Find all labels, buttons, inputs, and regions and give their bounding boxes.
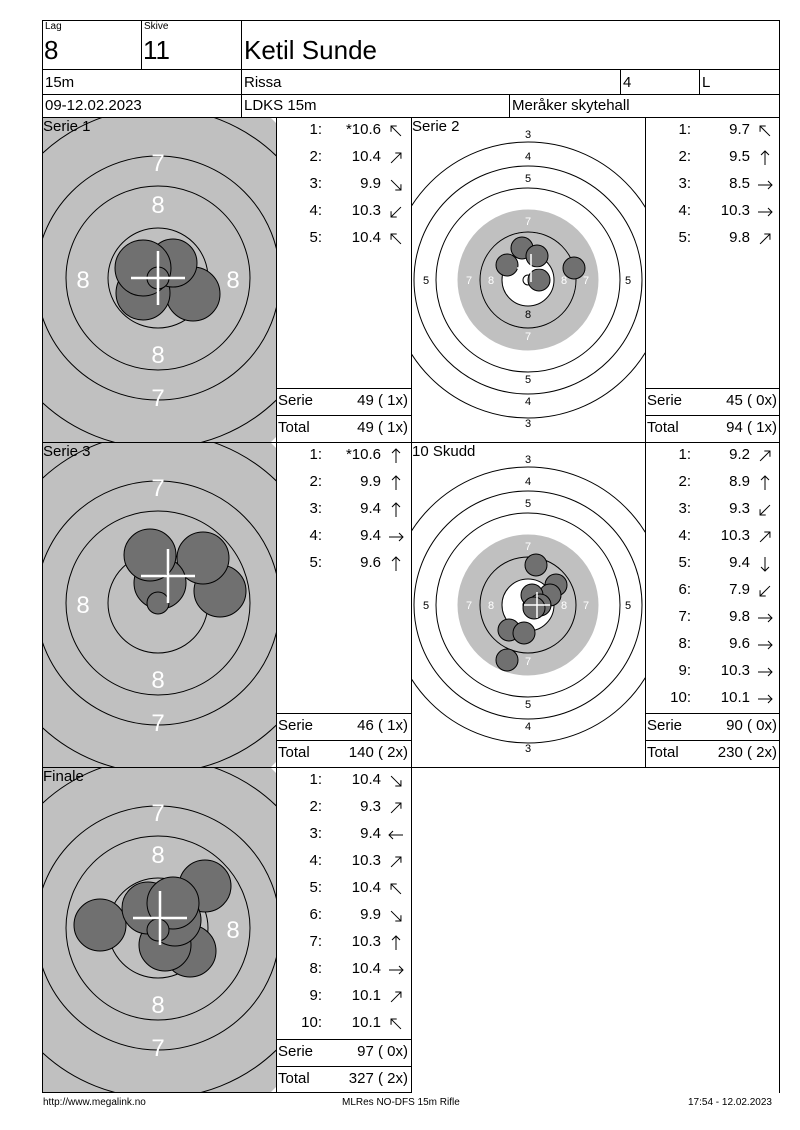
serie1-title: Serie 1	[43, 118, 91, 135]
ring-label: 8	[226, 267, 240, 294]
shot-hole	[147, 592, 169, 614]
direction-arrow-icon	[755, 148, 775, 168]
ring-label: 7	[524, 656, 532, 668]
ring-label: 5	[624, 275, 632, 287]
shot-score: 9.2	[729, 446, 750, 463]
serie-value: 45 ( 0x)	[726, 392, 777, 409]
shot-number: 3:	[678, 500, 691, 517]
event: LDKS 15m	[244, 97, 317, 114]
shot-number: 3:	[309, 175, 322, 192]
direction-arrow-icon	[386, 852, 406, 872]
direction-arrow-icon	[386, 527, 406, 547]
direction-arrow-icon	[386, 960, 406, 980]
direction-arrow-icon	[755, 662, 775, 682]
shot-number: 7:	[309, 933, 322, 950]
total-value: 140 ( 2x)	[348, 744, 408, 761]
skive-label: Skive	[144, 21, 169, 32]
serie-value: 97 ( 0x)	[357, 1043, 408, 1060]
direction-arrow-icon	[755, 527, 775, 547]
shot-number: 8:	[309, 960, 322, 977]
ring-label: 5	[524, 699, 532, 711]
direction-arrow-icon	[755, 229, 775, 249]
direction-arrow-icon	[386, 879, 406, 899]
direction-arrow-icon	[755, 554, 775, 574]
shot-number: 2:	[309, 473, 322, 490]
direction-arrow-icon	[386, 554, 406, 574]
ring-label: 7	[151, 475, 165, 502]
direction-arrow-icon	[386, 202, 406, 222]
shot-score: 8.9	[729, 473, 750, 490]
lag-label: Lag	[45, 21, 62, 32]
direction-arrow-icon	[755, 473, 775, 493]
direction-arrow-icon	[755, 175, 775, 195]
shot-number: 6:	[309, 906, 322, 923]
ten-shots-target	[412, 443, 645, 767]
shot-score: 10.1	[720, 689, 750, 706]
shot-score: 9.7	[729, 121, 750, 138]
ring-label: 3	[524, 129, 532, 141]
shot-number: 9:	[678, 662, 691, 679]
serie-label: Serie	[278, 392, 314, 409]
ring-label: 8	[151, 842, 165, 869]
finale-title: Finale	[43, 768, 84, 785]
direction-arrow-icon	[755, 202, 775, 222]
footer-software: MLRes NO-DFS 15m Rifle	[342, 1097, 460, 1108]
shot-score: 10.4	[351, 879, 381, 896]
total-value: 94 ( 1x)	[726, 419, 777, 436]
shot-number: 7:	[678, 608, 691, 625]
shot-number: 5:	[309, 554, 322, 571]
shot-number: 2:	[678, 148, 691, 165]
shot-score: 9.8	[729, 608, 750, 625]
direction-arrow-icon	[386, 933, 406, 953]
shot-number: 5:	[678, 229, 691, 246]
serie2-target	[412, 118, 645, 442]
shot-number: 1:	[309, 446, 322, 463]
shot-number: 1:	[309, 771, 322, 788]
shot-score: *10.6	[345, 121, 381, 138]
shot-number: 1:	[678, 121, 691, 138]
serie-label: Serie	[278, 717, 314, 734]
shot-number: 4:	[678, 202, 691, 219]
ring-label: 8	[151, 667, 165, 694]
shot-score: 8.5	[729, 175, 750, 192]
ring-label: 7	[465, 275, 473, 287]
shot-score: 9.4	[360, 500, 381, 517]
ring-label: 8	[151, 342, 165, 369]
shot-score: *10.6	[345, 446, 381, 463]
ring-label: 6	[443, 600, 451, 612]
ring-label: 7	[151, 1035, 165, 1062]
direction-arrow-icon	[386, 446, 406, 466]
shot-score: 10.4	[351, 771, 381, 788]
shot-hole	[147, 919, 169, 941]
shot-hole	[563, 257, 585, 279]
shot-number: 8:	[678, 635, 691, 652]
shot-hole	[496, 254, 518, 276]
shot-score: 9.4	[360, 825, 381, 842]
ring-label: 6	[443, 275, 451, 287]
shot-number: 2:	[309, 148, 322, 165]
ring-label: 8	[524, 309, 532, 321]
shot-score: 9.6	[729, 635, 750, 652]
ring-label: 8	[151, 992, 165, 1019]
direction-arrow-icon	[386, 175, 406, 195]
ring-label: 8	[151, 192, 165, 219]
total-label: Total	[278, 744, 310, 761]
shot-hole	[525, 554, 547, 576]
shot-number: 4:	[309, 202, 322, 219]
shot-score: 10.3	[720, 662, 750, 679]
ring-label: 8	[76, 267, 90, 294]
shot-score: 9.6	[360, 554, 381, 571]
ring-label: 8	[560, 600, 568, 612]
shot-number: 6:	[678, 581, 691, 598]
ring-label: 7	[151, 150, 165, 177]
ring-label: 7	[465, 600, 473, 612]
shot-score: 10.4	[351, 148, 381, 165]
ring-label: 6	[524, 353, 532, 365]
shot-score: 9.4	[729, 554, 750, 571]
shot-score: 10.1	[351, 987, 381, 1004]
ring-label: 7	[582, 600, 590, 612]
ring-label: 8	[226, 917, 240, 944]
shot-hole	[526, 245, 548, 267]
total-value: 230 ( 2x)	[717, 744, 777, 761]
shot-hole	[523, 597, 545, 619]
shot-number: 5:	[678, 554, 691, 571]
club: Rissa	[244, 74, 282, 91]
ring-label: 6	[604, 275, 612, 287]
direction-arrow-icon	[755, 500, 775, 520]
serie3-target	[43, 443, 276, 767]
serie-value: 49 ( 1x)	[357, 392, 408, 409]
shot-number: 4:	[309, 527, 322, 544]
ring-label: 8	[487, 275, 495, 287]
lag-value: 8	[44, 35, 59, 65]
shot-score: 10.1	[351, 1014, 381, 1031]
serie3-title: Serie 3	[43, 443, 91, 460]
direction-arrow-icon	[755, 689, 775, 709]
ring-label: 7	[524, 216, 532, 228]
shot-score: 10.3	[720, 202, 750, 219]
direction-arrow-icon	[386, 148, 406, 168]
ring-label: 8	[487, 600, 495, 612]
direction-arrow-icon	[386, 771, 406, 791]
serie2-title: Serie 2	[412, 118, 460, 135]
class-letter: L	[702, 74, 711, 91]
class-number: 4	[623, 74, 632, 91]
ring-label: 5	[422, 600, 430, 612]
ring-label: 3	[524, 454, 532, 466]
direction-arrow-icon	[386, 500, 406, 520]
shot-score: 9.9	[360, 906, 381, 923]
direction-arrow-icon	[755, 608, 775, 628]
ring-label: 7	[151, 710, 165, 737]
direction-arrow-icon	[386, 798, 406, 818]
venue: Meråker skytehall	[512, 97, 630, 114]
shot-score: 10.3	[720, 527, 750, 544]
shot-score: 7.9	[729, 581, 750, 598]
ring-label: 3	[524, 418, 532, 430]
shot-number: 10:	[301, 1014, 322, 1031]
shot-score: 10.4	[351, 229, 381, 246]
shot-number: 2:	[678, 473, 691, 490]
serie-label: Serie	[647, 392, 683, 409]
direction-arrow-icon	[755, 121, 775, 141]
shot-number: 5:	[309, 229, 322, 246]
total-label: Total	[278, 419, 310, 436]
footer-timestamp: 17:54 - 12.02.2023	[688, 1097, 772, 1108]
ring-label: 7	[524, 331, 532, 343]
direction-arrow-icon	[386, 121, 406, 141]
direction-arrow-icon	[386, 906, 406, 926]
shot-score: 10.3	[351, 933, 381, 950]
ring-label: 4	[524, 396, 532, 408]
ring-label: 7	[151, 385, 165, 412]
total-value: 49 ( 1x)	[357, 419, 408, 436]
serie-value: 46 ( 1x)	[357, 717, 408, 734]
ring-label: 8	[560, 275, 568, 287]
serie-value: 90 ( 0x)	[726, 717, 777, 734]
shot-number: 1:	[309, 121, 322, 138]
shot-score: 9.4	[360, 527, 381, 544]
distance: 15m	[45, 74, 75, 91]
direction-arrow-icon	[755, 446, 775, 466]
total-label: Total	[647, 419, 679, 436]
ring-label: 6	[604, 600, 612, 612]
total-label: Total	[647, 744, 679, 761]
shot-score: 10.3	[351, 202, 381, 219]
ring-label: 5	[624, 600, 632, 612]
shot-number: 1:	[678, 446, 691, 463]
ring-label: 4	[524, 476, 532, 488]
ring-label: 3	[524, 743, 532, 755]
shot-score: 9.5	[729, 148, 750, 165]
ring-label: 4	[524, 151, 532, 163]
shot-number: 9:	[309, 987, 322, 1004]
shot-hole	[74, 899, 126, 951]
direction-arrow-icon	[386, 473, 406, 493]
shot-number: 3:	[309, 500, 322, 517]
direction-arrow-icon	[386, 229, 406, 249]
shot-hole	[513, 622, 535, 644]
ring-label: 5	[422, 275, 430, 287]
skive-value: 11	[143, 35, 170, 65]
direction-arrow-icon	[755, 581, 775, 601]
ring-label: 6	[524, 195, 532, 207]
ring-label: 5	[524, 173, 532, 185]
finale-target	[43, 768, 276, 1092]
shot-score: 9.3	[729, 500, 750, 517]
shot-score: 10.4	[351, 960, 381, 977]
ten-shots-title: 10 Skudd	[412, 443, 476, 460]
shot-score: 10.3	[351, 852, 381, 869]
total-label: Total	[278, 1070, 310, 1087]
shot-score: 9.8	[729, 229, 750, 246]
serie-label: Serie	[278, 1043, 314, 1060]
shot-number: 4:	[678, 527, 691, 544]
ring-label: 4	[524, 721, 532, 733]
ring-label: 7	[582, 275, 590, 287]
footer-url[interactable]: http://www.megalink.no	[43, 1097, 146, 1108]
shooter-name: Ketil Sunde	[244, 35, 377, 65]
shot-number: 2:	[309, 798, 322, 815]
shot-hole	[496, 649, 518, 671]
shot-number: 3:	[678, 175, 691, 192]
dates: 09-12.02.2023	[45, 97, 142, 114]
direction-arrow-icon	[386, 825, 406, 845]
direction-arrow-icon	[755, 635, 775, 655]
serie-label: Serie	[647, 717, 683, 734]
shot-number: 4:	[309, 852, 322, 869]
direction-arrow-icon	[386, 1014, 406, 1034]
serie1-target	[43, 118, 276, 442]
ring-label: 6	[524, 678, 532, 690]
ring-label: 5	[524, 498, 532, 510]
ring-label: 7	[524, 541, 532, 553]
ring-label: 6	[524, 520, 532, 532]
ring-label: 8	[76, 592, 90, 619]
direction-arrow-icon	[386, 987, 406, 1007]
ring-label: 7	[151, 800, 165, 827]
shot-number: 10:	[670, 689, 691, 706]
shot-number: 3:	[309, 825, 322, 842]
shot-score: 9.9	[360, 175, 381, 192]
shot-score: 9.9	[360, 473, 381, 490]
shot-score: 9.3	[360, 798, 381, 815]
total-value: 327 ( 2x)	[348, 1070, 408, 1087]
shot-number: 5:	[309, 879, 322, 896]
ring-label: 5	[524, 374, 532, 386]
